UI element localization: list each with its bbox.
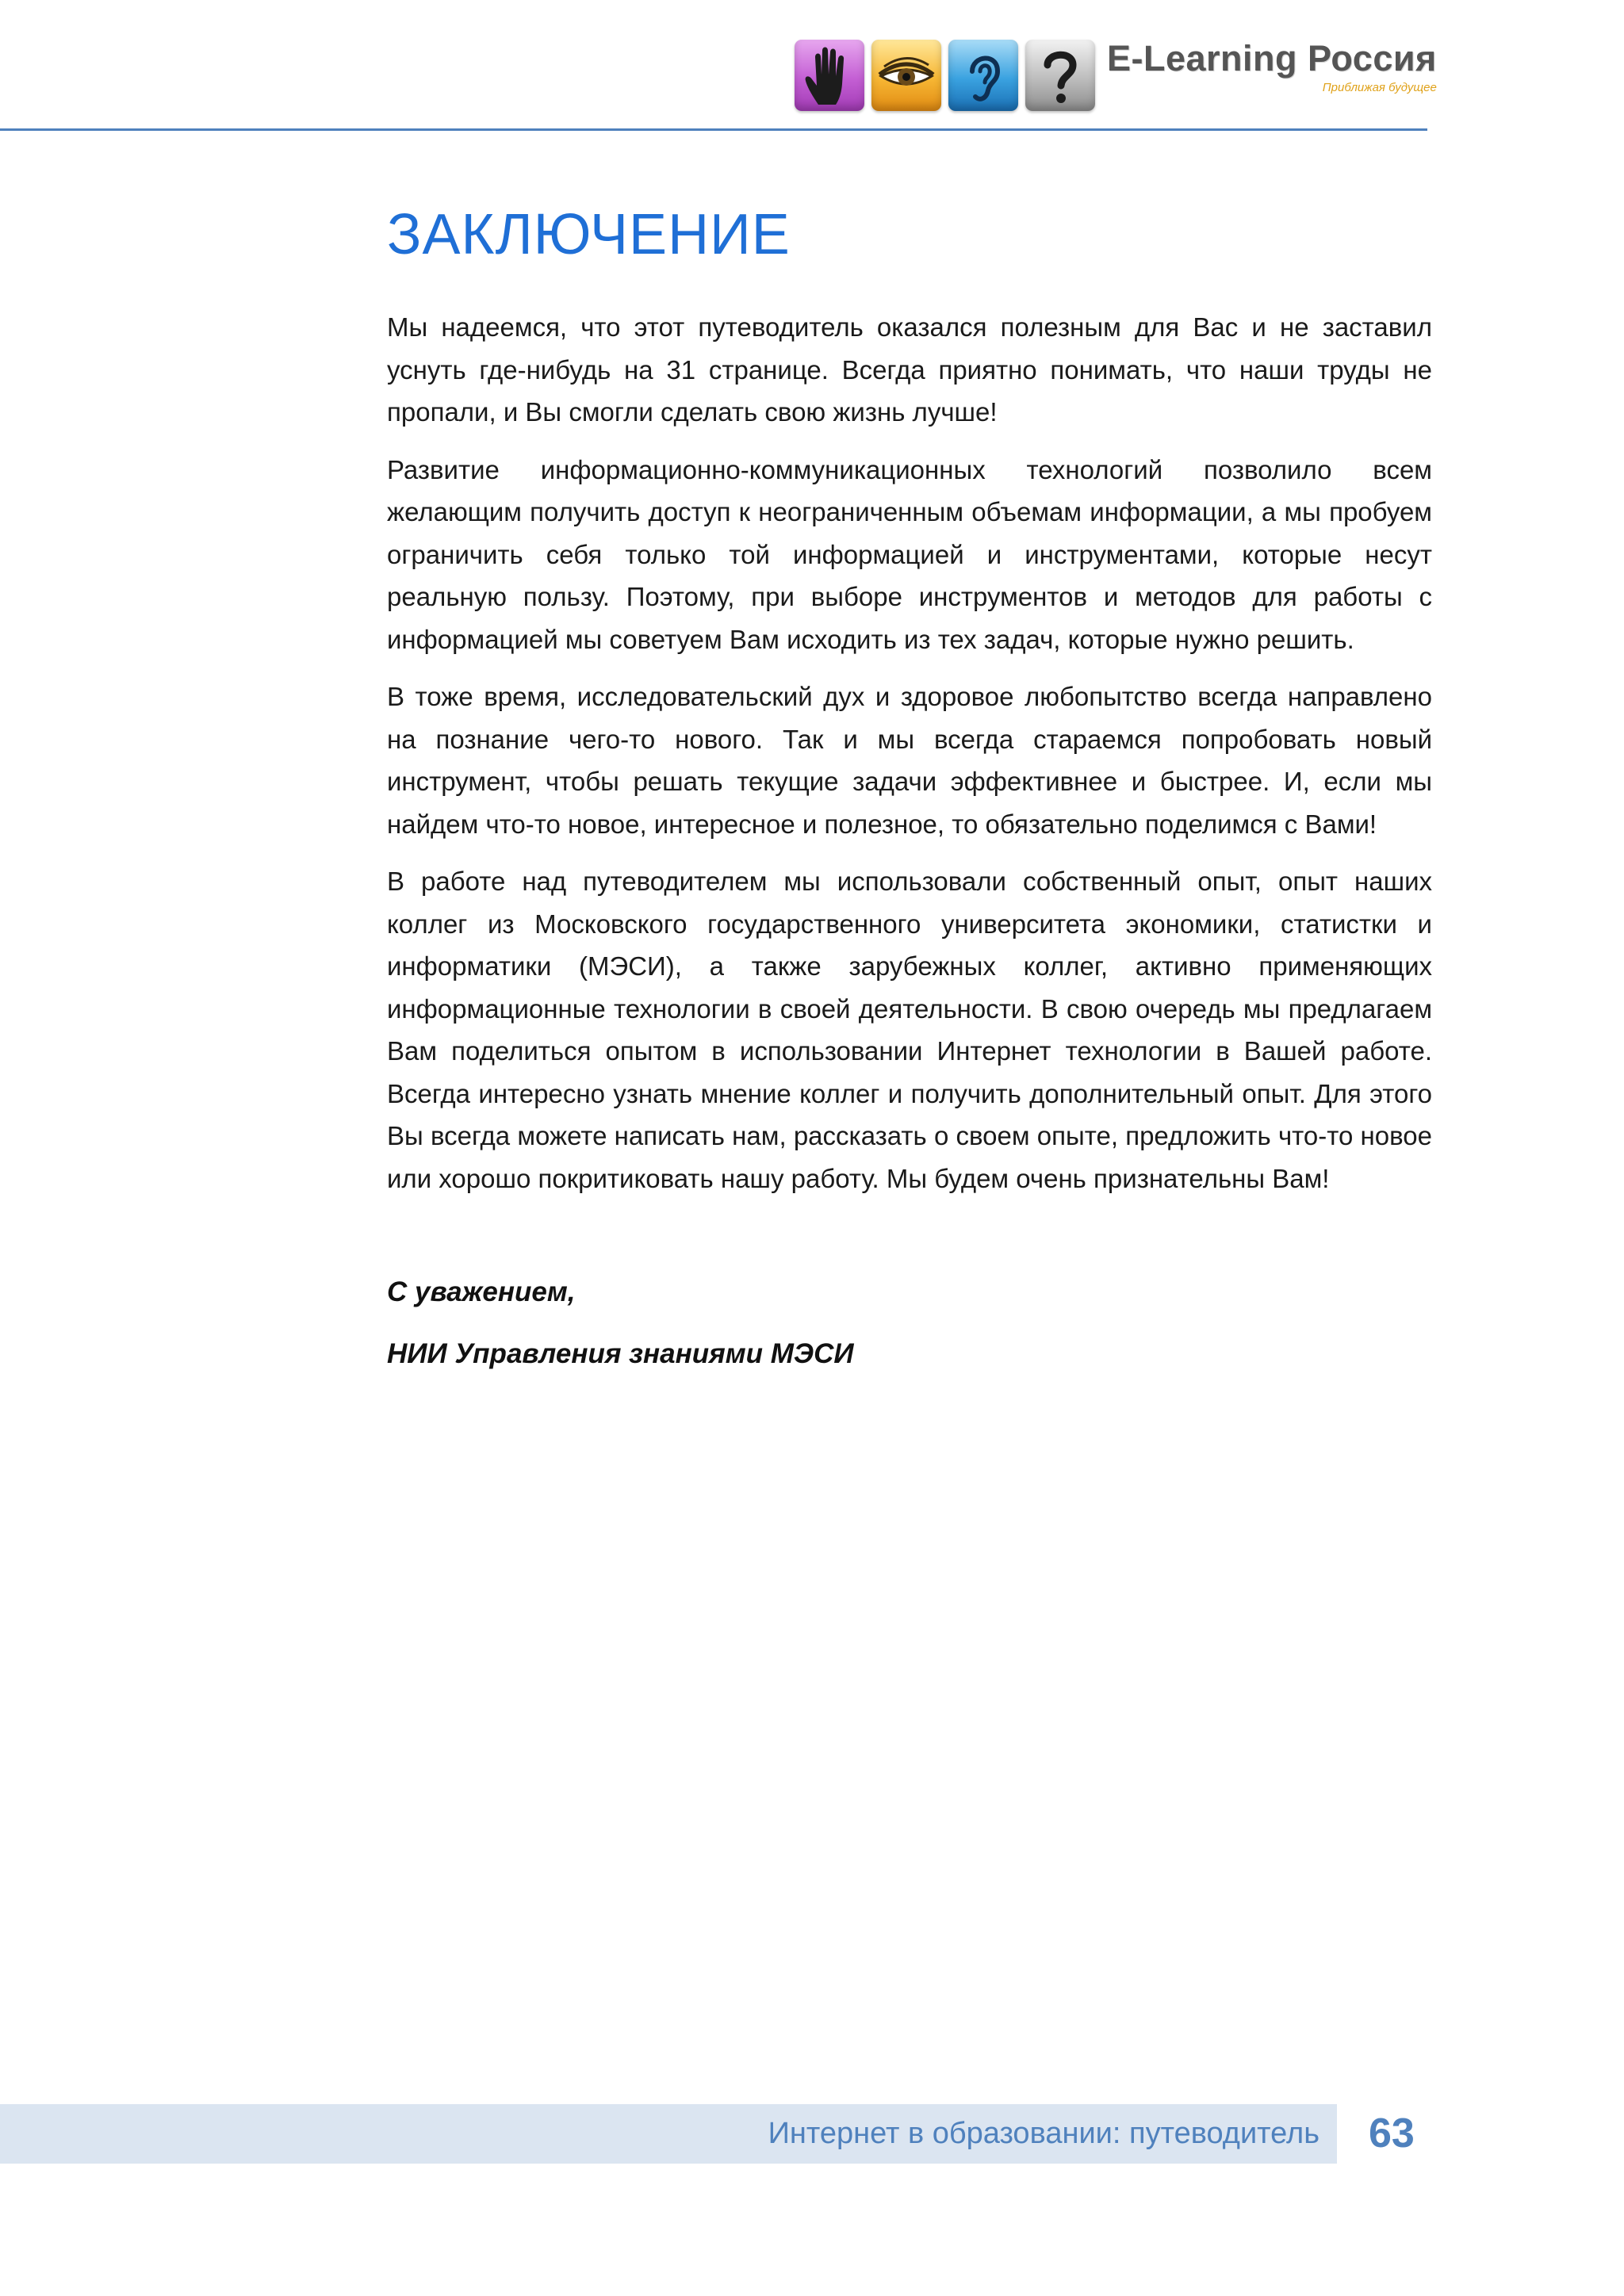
paragraph-2: Развитие информационно-коммуникационных технологий позволило всем желающим получить доступ к неограниченным объемам информации, а мы пробуем ограничить себя только той информацией и инструментами, которые несут реальную пользу. Поэтому, при выборе инструментов и методов для работы с информацией мы советуем Вам исходить из тех задач, которые нужно решить. (387, 454, 1432, 654)
question-icon (1025, 40, 1095, 111)
ear-icon-graphic (948, 40, 1018, 111)
paragraph-4: В работе над путеводителем мы использовали собственный опыт, опыт наших коллег из Московского государственного университета экономики, статистки и информатики (МЭСИ), а также зарубежных коллег, активно применяющих информационные технологии в своей деятельности. В свою очередь мы предлагаем Вам поделиться опытом в использовании Интернет технологии в Вашей работе. Всегда интересно узнать мнение коллег и получить дополнительный опыт. Для этого Вы всегда можете написать нам, рассказать о своем опыте, предложить что-то новое или хорошо покритиковать нашу работу. Мы будем очень признательны Вам! (387, 867, 1432, 1193)
signature-closing: С уважением, (387, 1276, 576, 1307)
ear-icon (948, 40, 1018, 111)
footer-band (0, 2104, 1337, 2164)
page-content (387, 195, 1432, 1396)
page-number: 63 (1369, 2110, 1415, 2156)
logo-slogan: Приближая будущее (1322, 81, 1437, 94)
paragraph-1: Мы надеемся, что этот путеводитель оказался полезным для Вас и не заставил уснуть где-нибудь на 31 странице. Всегда приятно понимать, что наши труды не пропали, и Вы смогли сделать свою жизнь лучше! (387, 312, 1432, 427)
signature-organization: НИИ Управления знаниями МЭСИ (387, 1338, 854, 1369)
page-title: ЗАКЛЮЧЕНИЕ (387, 203, 791, 266)
footer-book-title: Интернет в образовании: путеводитель (768, 2117, 1320, 2150)
paragraph-3: В тоже время, исследовательский дух и здоровое любопытство всегда направлено на познание чего-то нового. Так и мы всегда стараемся попробовать новый инструмент, чтобы решать текущие задачи эффективнее и быстрее. И, если мы найдем что-то новое, интересное и полезное, то обязательно поделимся с Вами! (387, 682, 1432, 839)
hand-icon (795, 40, 864, 111)
e-learning-logo (795, 40, 1437, 111)
eye-icon (871, 40, 941, 111)
hand-icon-graphic (795, 40, 864, 111)
signature-block (387, 1272, 1432, 1374)
logo-text (1107, 40, 1437, 95)
header-divider (0, 128, 1427, 131)
page-header (0, 0, 1624, 135)
eye-icon-graphic (871, 40, 941, 111)
logo-brand-name: E-Learning Россия (1107, 38, 1437, 78)
question-icon-graphic (1025, 40, 1095, 111)
